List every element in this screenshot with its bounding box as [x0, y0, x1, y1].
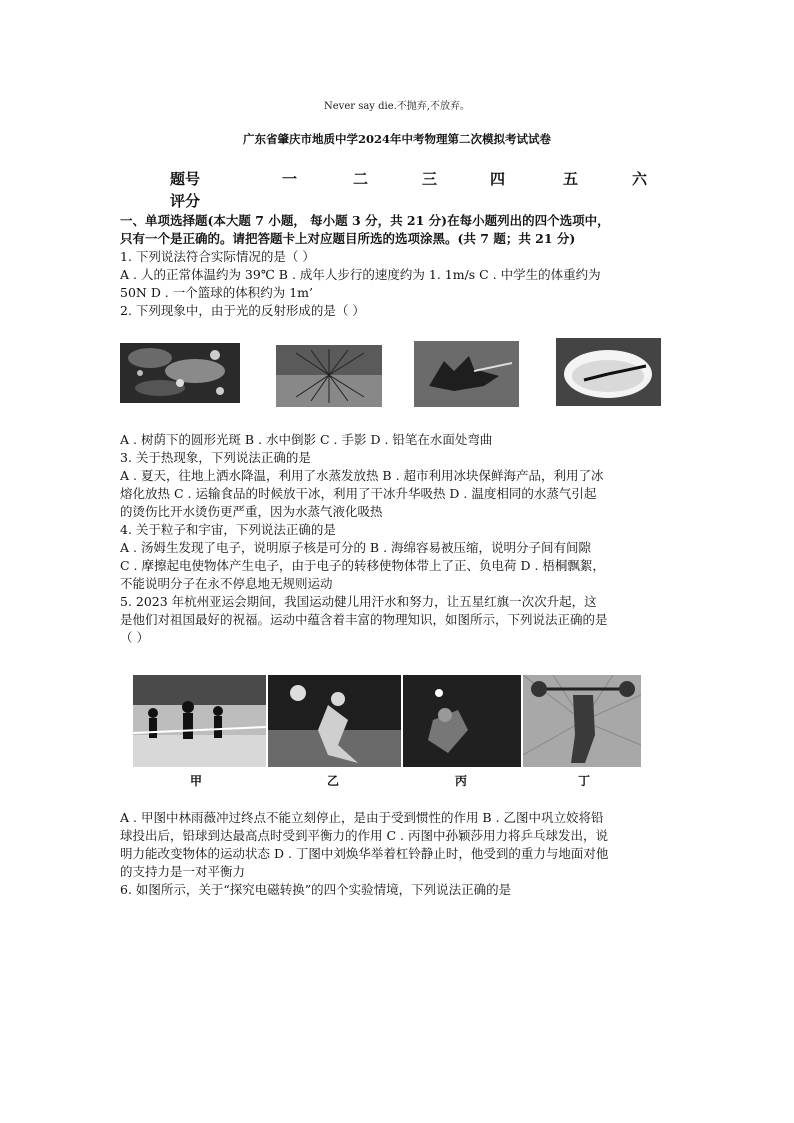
- photo-pencil-in-water: [556, 338, 661, 406]
- question-4-options: C . 摩擦起电使物体产生电子，由于电子的转移使物体带上了正、负电荷 D . 梧桐飘絮，: [120, 558, 605, 573]
- question-2-options: A . 树荫下的圆形光斑 B . 水中倒影 C . 手影 D . 铅笔在水面处弯曲: [120, 432, 493, 447]
- question-3-stem: 3. 关于热现象，下列说法正确的是: [120, 450, 311, 465]
- score-column: 三: [422, 170, 438, 188]
- section-line: 一、单项选择题(本大题 7 小题， 每小题 3 分，共 21 分)在每小题列出的四个选项中，: [120, 213, 610, 228]
- question-5-stem: （ ）: [120, 630, 149, 645]
- score-column: 五: [563, 170, 579, 188]
- score-column: 一: [282, 170, 298, 188]
- header-motto: Never say die.不抛弃,不放弃。: [324, 101, 470, 112]
- score-column: 四: [490, 170, 506, 188]
- section-1-header: [120, 212, 680, 320]
- score-column: 二: [353, 170, 369, 188]
- score-label: 评分: [170, 192, 201, 210]
- question-5-stem: 5. 2023 年杭州亚运会期间，我国运动健儿用汗水和努力，让五星红旗一次次升起，这: [120, 594, 597, 609]
- question-4-options: 不能说明分子在永不停息地无规则运动: [120, 576, 333, 591]
- photo-reflection: [276, 345, 382, 407]
- photo-shot-put: [268, 675, 401, 767]
- photo-hurdles: [133, 675, 266, 767]
- question-5-options: [120, 809, 680, 899]
- question-5-option-line: 明力能改变物体的运动状态 D . 丁图中刘焕华举着杠铃静止时，他受到的重力与地面对他: [120, 846, 609, 861]
- question-3-options: 熔化放热 C . 运输食品的时候放干冰，利用了干冰升华吸热 D . 温度相同的水蒸气引起: [120, 486, 597, 501]
- question-4-stem: 4. 关于粒子和宇宙，下列说法正确的是: [120, 522, 336, 537]
- question-4-options: A . 汤姆生发现了电子，说明原子核是可分的 B . 海绵容易被压缩，说明分子间有间隙: [120, 540, 592, 555]
- questions-2-to-5: [120, 431, 680, 647]
- question-1-options: A . 人的正常体温约为 39℃ B . 成年人步行的速度约为 1. 1m/s C . 中学生的体重约为: [120, 267, 601, 282]
- score-row-label: 题号: [170, 170, 201, 188]
- figure-caption-ding: 丁: [578, 774, 591, 788]
- exam-title: 广东省肇庆市地质中学2024年中考物理第二次模拟考试试卷: [242, 132, 551, 146]
- figure-caption-yi: 乙: [327, 774, 340, 788]
- score-table-header: [170, 168, 670, 190]
- question-5-stem: 是他们对祖国最好的祝福。运动中蕴含着丰富的物理知识，如图所示，下列说法正确的是: [120, 612, 608, 627]
- figure-caption-jia: 甲: [190, 774, 203, 788]
- question-1-options: 50N D . 一个篮球的体积约为 1m’: [120, 285, 314, 300]
- question-5-option-line: 球投出后，铅球到达最高点时受到平衡力的作用 C . 丙图中孙颖莎用力将乒乓球发出，说: [120, 828, 608, 843]
- question-3-options: 的烫伤比开水烫伤更严重，因为水蒸气液化吸热: [120, 504, 383, 519]
- photo-tree-shade: [120, 343, 240, 403]
- photo-table-tennis: [403, 675, 521, 767]
- section-line: 只有一个是正确的。请把答题卡上对应题目所选的选项涂黑。(共 7 题；共 21 分): [120, 231, 576, 246]
- figure-caption-bing: 丙: [455, 774, 468, 788]
- score-column: 六: [632, 170, 648, 188]
- question-2-stem: 2. 下列现象中，由于光的反射形成的是（ ）: [120, 303, 365, 318]
- question-6-stem: 6. 如图所示，关于“探究电磁转换”的四个实验情境，下列说法正确的是: [120, 882, 512, 897]
- question-3-options: A . 夏天，往地上洒水降温，利用了水蒸发放热 B . 超市利用冰块保鲜海产品，利用了冰: [120, 468, 604, 483]
- question-5-option-line: 的支持力是一对平衡力: [120, 864, 246, 879]
- question-5-option-line: A . 甲图中林雨薇冲过终点不能立刻停止，是由于受到惯性的作用 B . 乙图中巩立姣将铅: [120, 810, 604, 825]
- question-1-stem: 1. 下列说法符合实际情况的是（ ）: [120, 249, 315, 264]
- photo-weightlifting: [523, 675, 641, 767]
- photo-hand-shadow: [414, 341, 519, 407]
